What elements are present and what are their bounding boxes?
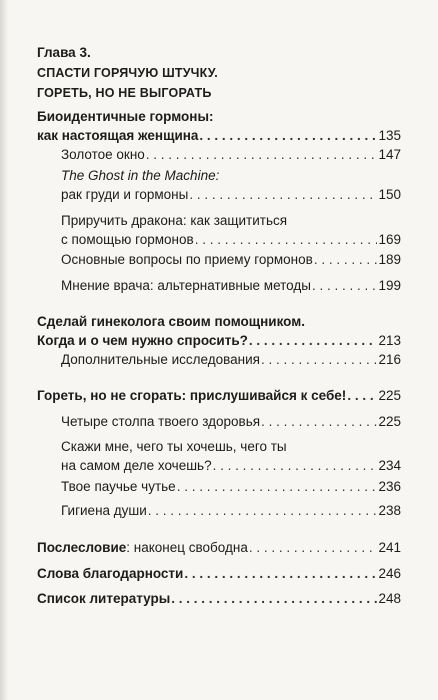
toc-entry-title: Гореть, но не сгорать: прислушивайся к себе!: [37, 388, 347, 403]
toc-page-number: 234: [378, 458, 401, 473]
toc-page-number: 241: [378, 540, 401, 555]
toc-entry-title-line2: рак груди и гормоны: [61, 187, 189, 202]
toc-entry-title-line1: Скажи мне, чего ты хочешь, чего ты: [61, 439, 287, 454]
toc-entry-doctor-opinion[interactable]: [61, 276, 401, 295]
dot-leader: [249, 538, 378, 557]
toc-entry-title-rest: : наконец свободна: [126, 540, 248, 555]
toc-entry-title: Список литературы: [37, 591, 171, 606]
toc-entry-spider-sense[interactable]: [61, 477, 401, 496]
toc-entry-title-line2: с помощью гормонов: [61, 232, 194, 247]
toc-page-number: 147: [378, 147, 401, 162]
toc-entry-four-pillars[interactable]: [61, 412, 401, 431]
toc-entry-acknowledgements[interactable]: [37, 564, 401, 583]
toc-entry-bibliography[interactable]: [37, 589, 401, 608]
toc-page-number: 213: [378, 333, 401, 348]
chapter-heading: [37, 43, 218, 103]
dot-leader: [347, 386, 377, 405]
dot-leader: [177, 477, 378, 496]
toc-entry-gynecologist[interactable]: [37, 312, 401, 350]
toc-page-number: 216: [378, 352, 401, 367]
toc-page-number: 150: [378, 187, 401, 202]
toc-entry-bioidentical-hormones[interactable]: [37, 107, 401, 145]
dot-leader: [184, 564, 377, 583]
toc-entry-title: Твое паучье чутье: [61, 479, 176, 494]
toc-entry-tame-dragon[interactable]: [61, 211, 401, 249]
toc-page-number: 248: [378, 591, 401, 606]
dot-leader: [312, 276, 378, 295]
toc-entry-title: Мнение врача: альтернативные методы: [61, 278, 311, 293]
toc-entry-basic-questions[interactable]: [61, 250, 401, 269]
dot-leader: [171, 589, 377, 608]
toc-page-number: 135: [378, 128, 401, 143]
dot-leader: [148, 501, 378, 520]
toc-page-number: 238: [378, 503, 401, 518]
dot-leader: [249, 331, 378, 350]
toc-page-number: 169: [378, 232, 401, 247]
dot-leader: [213, 456, 378, 475]
toc-entry-title: Золотое окно: [61, 147, 145, 162]
toc-entry-golden-window[interactable]: [61, 145, 401, 164]
chapter-label: Глава 3.: [37, 45, 91, 60]
toc-page-number: 225: [378, 414, 401, 429]
toc-entry-soul-hygiene[interactable]: [61, 501, 401, 520]
dot-leader: [189, 185, 377, 204]
toc-entry-title-line2: Когда и о чем нужно спросить?: [37, 333, 248, 348]
toc-entry-title: Гигиена души: [61, 503, 147, 518]
toc-entry-title-line1: Сделай гинеколога своим помощником.: [37, 314, 305, 329]
dot-leader: [261, 412, 377, 431]
toc-entry-burn-not-burnout[interactable]: [37, 386, 401, 405]
dot-leader: [199, 126, 377, 145]
toc-entry-title-line1: The Ghost in the Machine:: [61, 168, 220, 183]
toc-entry-title: Четыре столпа твоего здоровья: [61, 414, 261, 429]
toc-entry-title-line1: Приручить дракона: как защититься: [61, 213, 288, 228]
toc-entry-additional-tests[interactable]: [61, 350, 401, 369]
toc-page-number: 199: [378, 278, 401, 293]
dot-leader: [314, 250, 378, 269]
chapter-title-line1: СПАСТИ ГОРЯЧУЮ ШТУЧКУ.: [37, 66, 218, 80]
toc-entry-afterword[interactable]: [37, 538, 401, 557]
toc-page-number: 236: [378, 479, 401, 494]
toc-entry-title-line1: Биоидентичные гормоны:: [37, 109, 214, 124]
toc-entry-tell-me-what-you-want[interactable]: [61, 437, 401, 475]
toc-entry-title: Основные вопросы по приему гормонов: [61, 252, 313, 267]
toc-page-number: 189: [378, 252, 401, 267]
toc-entry-title: Дополнительные исследования: [61, 352, 260, 367]
page-gutter-shadow: [0, 0, 8, 700]
toc-entry-ghost-in-machine[interactable]: [61, 166, 401, 204]
toc-page-number: 225: [378, 388, 401, 403]
dot-leader: [195, 230, 378, 249]
dot-leader: [261, 350, 378, 369]
toc-entry-title-line2: на самом деле хочешь?: [61, 458, 212, 473]
toc-entry-title-line2: как настоящая женщина: [37, 128, 199, 143]
dot-leader: [146, 145, 378, 164]
toc-entry-title: Слова благодарности: [37, 566, 184, 581]
chapter-title-line2: ГОРЕТЬ, НО НЕ ВЫГОРАТЬ: [37, 86, 212, 100]
toc-page-number: 246: [378, 566, 401, 581]
toc-entry-title-bold: Послесловие: [37, 540, 127, 555]
